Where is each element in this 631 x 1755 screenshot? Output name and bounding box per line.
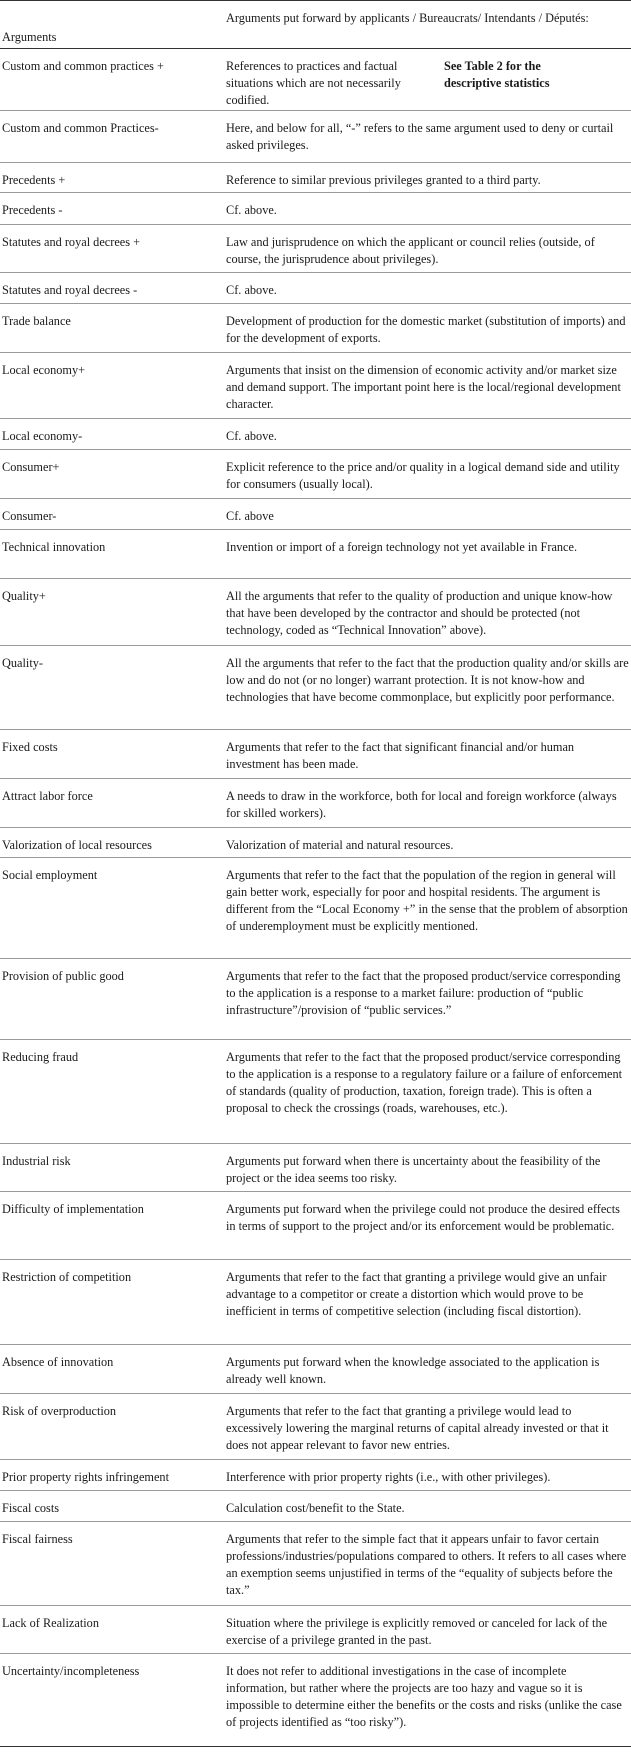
table-row (0, 1344, 631, 1393)
description-cell: Situation where the privilege is explicitly removed or canceled for lack of the exercise of a privilege granted in the past. (226, 1615, 608, 1647)
argument-cell: Prior property rights infringement (2, 1469, 169, 1484)
argument-cell: Consumer- (2, 508, 57, 523)
table-row (0, 529, 631, 578)
argument-cell: Statutes and royal decrees - (2, 282, 138, 297)
argument-cell: Quality+ (2, 588, 46, 603)
table-row (0, 1143, 631, 1191)
table-row (0, 958, 631, 1039)
argument-cell: Trade balance (2, 313, 71, 328)
description-cell: It does not refer to additional investigations in the case of incomplete information, but rather where the projects are too hazy and vague so it is impossible to determine either the benefits or the costs and risks (unlike the case of projects identified as “too risky”). (226, 1663, 622, 1730)
description-cell: Calculation cost/benefit to the State. (226, 1500, 405, 1515)
description-cell: Cf. above. (226, 282, 277, 297)
argument-cell: Lack of Realization (2, 1615, 99, 1630)
header-description: Arguments put forward by applicants / Bureaucrats/ Intendants / Députés: (226, 11, 589, 25)
table-row (0, 418, 631, 449)
description-cell: Arguments that refer to the fact that granting a privilege would give an unfair advantage to a competitor or create a distortion which would prove to be inefficient in terms of competitive selection (including fiscal distortion). (226, 1269, 607, 1319)
table-row (0, 1459, 631, 1490)
argument-cell: Custom and common practices + (2, 59, 164, 73)
description-cell: Arguments that refer to the fact that granting a privilege would lead to excessively lowering the marginal returns of capital already invested or that it does not appear relevant to favor new entries. (226, 1403, 609, 1453)
table-row (0, 162, 631, 192)
table-row (0, 272, 631, 303)
argument-cell: Provision of public good (2, 968, 124, 983)
table-row (0, 1039, 631, 1143)
argument-cell: Difficulty of implementation (2, 1201, 144, 1216)
description-cell: All the arguments that refer to the quality of production and unique know-how that have been developed by the contractor and should be protected (not technology, coded as “Technical Innovation” above). (226, 588, 613, 638)
description-cell: Arguments that refer to the simple fact that it appears unfair to favor certain professions/industries/populations compared to others. It refers to all cases where an exemption seems unjustified in terms of the “equality of subjects before the tax.” (226, 1531, 627, 1598)
table-row (0, 1191, 631, 1259)
header-arguments: Arguments (2, 30, 57, 44)
argument-cell: Local economy+ (2, 362, 86, 377)
description-cell: Cf. above. (226, 202, 277, 217)
description-cell: A needs to draw in the workforce, both for local and foreign workforce (always for skilled workers). (226, 788, 617, 820)
table-row (0, 645, 631, 729)
table-row (0, 110, 631, 162)
description-cell: Reference to similar previous privileges granted to a third party. (226, 172, 541, 187)
argument-cell: Restriction of competition (2, 1269, 132, 1284)
table-row (0, 352, 631, 418)
description-cell: Here, and below for all, “-” refers to the same argument used to deny or curtail asked privileges. (226, 120, 614, 152)
description-cell: Explicit reference to the price and/or quality in a logical demand side and utility for consumers (usually local). (226, 459, 620, 491)
table-row (0, 1259, 631, 1344)
table-header-row (0, 1, 631, 49)
description-cell: Arguments that refer to the fact that the proposed product/service corresponding to the application is a response to a regulatory failure or a failure of enforcement of standards (quality of production, taxation, foreign trade). This is often a proposal to check the crossings (roads, warehouses, etc.). (226, 1049, 623, 1116)
description-cell: Arguments that refer to the fact that the proposed product/service corresponding to the application is a response to a market failure: production of “public infrastructure”/provision of “public services.” (226, 968, 621, 1018)
table-row (0, 778, 631, 827)
argument-cell: Industrial risk (2, 1153, 71, 1168)
table-row (0, 1490, 631, 1521)
argument-cell: Uncertainty/incompleteness (2, 1663, 140, 1678)
table-row (0, 449, 631, 498)
description-cell (226, 49, 631, 111)
argument-cell: Quality- (2, 655, 43, 670)
argument-cell: Custom and common Practices- (2, 120, 159, 135)
argument-cell: Attract labor force (2, 788, 93, 803)
description-cell: Arguments that insist on the dimension of economic activity and/or market size and demand support. The important point here is the local/regional development character. (226, 362, 621, 412)
description-cell: Invention or import of a foreign technology not yet available in France. (226, 539, 578, 554)
argument-cell: Precedents + (2, 172, 66, 187)
table-row (0, 303, 631, 352)
argument-cell: Technical innovation (2, 539, 106, 554)
description-cell: Arguments that refer to the fact that significant financial and/or human investment has been made. (226, 739, 575, 771)
table-row (0, 498, 631, 529)
argument-cell: Absence of innovation (2, 1354, 114, 1369)
table-row (0, 192, 631, 224)
table-row (0, 827, 631, 857)
description-cell: Cf. above (226, 508, 274, 523)
argument-cell: Fiscal fairness (2, 1531, 73, 1546)
argument-cell: Precedents - (2, 202, 63, 217)
description-cell: Law and jurisprudence on which the applicant or council relies (outside, of course, the jurisprudence about privileges). (226, 234, 595, 266)
description-cell: Cf. above. (226, 428, 277, 443)
table-row (0, 1521, 631, 1605)
argument-cell: Fixed costs (2, 739, 58, 754)
table-row (0, 1605, 631, 1653)
table-row (0, 49, 631, 111)
description-cell: Arguments put forward when the privilege could not produce the desired effects in terms of support to the project and/or its enforcement would be problematic. (226, 1201, 620, 1233)
argument-cell: Valorization of local resources (2, 837, 152, 852)
table-note: See Table 2 for the descriptive statistics (444, 59, 550, 91)
description-text: References to practices and factual situations which are not necessarily codified. (226, 59, 401, 108)
description-cell: All the arguments that refer to the fact that the production quality and/or skills are low and do not (or no longer) warrant protection. It is not know-how and technologies that have become commonplace, but explicitly poor performance. (226, 655, 629, 705)
table-row (0, 224, 631, 272)
argument-cell: Risk of overproduction (2, 1403, 117, 1418)
argument-cell: Reducing fraud (2, 1049, 79, 1064)
description-cell: Arguments that refer to the fact that the population of the region in general will gain better work, especially for poor and hospital residents. The argument is different from the “Local Economy +” in the sense that the problem of absorption of underemployment must be explicitly mentioned. (226, 867, 628, 934)
table-row (0, 1393, 631, 1459)
description-cell: Arguments put forward when the knowledge associated to the application is already well known. (226, 1354, 600, 1386)
argument-cell: Statutes and royal decrees + (2, 234, 141, 249)
table-row (0, 857, 631, 958)
table-row (0, 1653, 631, 1746)
argument-cell: Consumer+ (2, 459, 60, 474)
argument-cell: Social employment (2, 867, 98, 882)
argument-cell: Local economy- (2, 428, 83, 443)
description-cell: Development of production for the domestic market (substitution of imports) and for the development of exports. (226, 313, 626, 345)
description-cell: Interference with prior property rights (i.e., with other privileges). (226, 1469, 551, 1484)
description-cell: Arguments put forward when there is uncertainty about the feasibility of the project or the idea seems too risky. (226, 1153, 601, 1185)
table-row (0, 578, 631, 645)
argument-cell: Fiscal costs (2, 1500, 60, 1515)
description-cell: Valorization of material and natural resources. (226, 837, 454, 852)
table-row (0, 729, 631, 778)
